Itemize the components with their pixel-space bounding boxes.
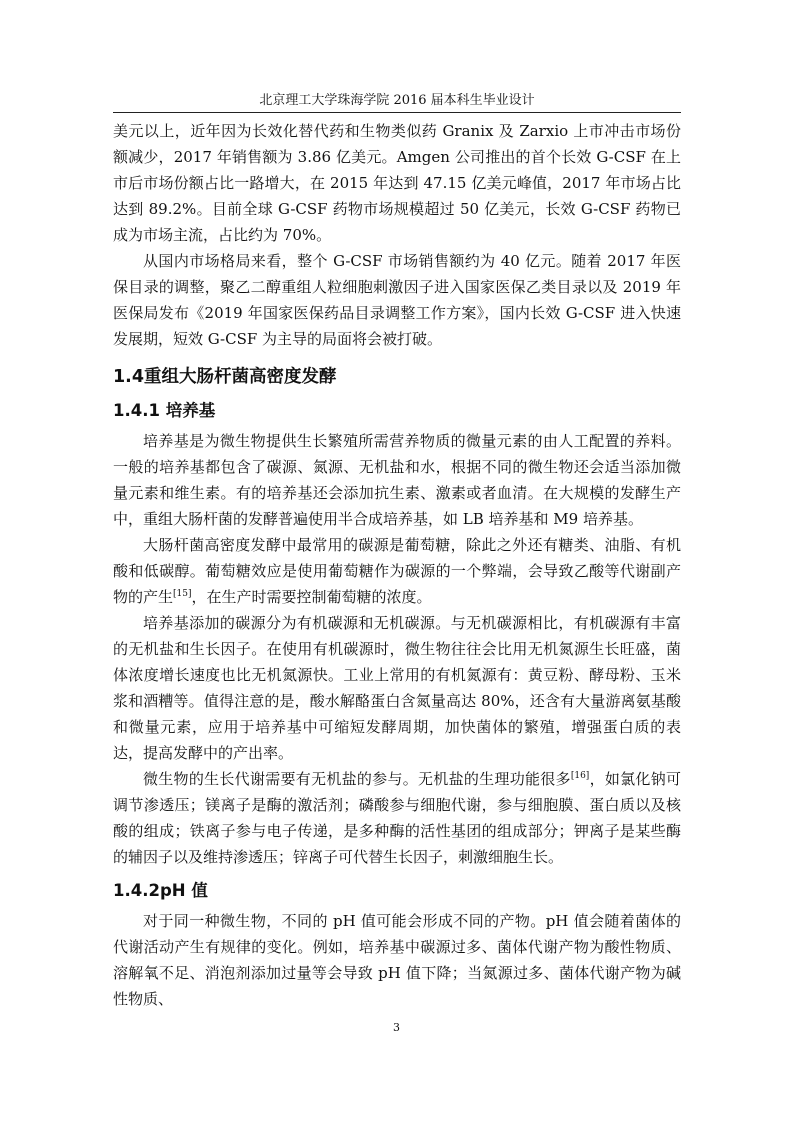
paragraph-ph: 对于同一种微生物，不同的 pH 值可能会形成不同的产物。pH 值会随着菌体的代谢活动产生有规律的变化。例如，培养基中碳源过多、菌体代谢产物为酸性物质、溶解氧不足、消泡剂添加过量等会导致 pH 值下降；当氮源过多、菌体代谢产物为碱性物质、 — [113, 912, 681, 1008]
paragraph-market-domestic: 从国内市场格局来看，整个 G-CSF 市场销售额约为 40 亿元。随着 2017 年医保目录的调整，聚乙二醇重组人粒细胞刺激因子进入国家医保乙类目录以及 2019 年医保局发布《2019 年国家医保药品目录调整工作方案》，国内长效 G-CSF 进入快速发展期，短效 G-CSF 为主导的局面将会被打破。 — [113, 252, 681, 348]
paragraph-text: 微生物的生长代谢需要有无机盐的参与。无机盐的生理功能很多 — [143, 770, 571, 788]
paragraph-inorganic-salts — [113, 766, 681, 870]
header-rule — [113, 112, 681, 113]
paragraph-text: ，在生产时需要控制葡萄糖的浓度。 — [191, 588, 432, 606]
citation-15: [15] — [173, 589, 192, 599]
citation-16: [16] — [570, 771, 590, 781]
page-number: 3 — [393, 1021, 400, 1034]
paragraph-text: 大肠杆菌高密度发酵中最常用的碳源是葡萄糖，除此之外还有糖类、油脂、有机酸和低碳醇。葡萄糖效应是使用葡萄糖作为碳源的一个弊端，会导致乙酸等代谢副产物的产生 — [113, 536, 681, 606]
paragraph-market-global: 美元以上，近年因为长效化替代药和生物类似药 Granix 及 Zarxio 上市冲击市场份额减少，2017 年销售额为 3.86 亿美元。Amgen 公司推出的首个长效 G-CSF 在上市后市场份额占比一路增大，在 2015 年达到 47.15 亿美元峰值，2017 年市场占比达到 89.2%。目前全球 G-CSF 药物市场规模超过 50 亿美元，长效 G-CSF 药物已成为市场主流，占比约为 70%。 — [113, 122, 681, 244]
paragraph-organic-sources: 培养基添加的碳源分为有机碳源和无机碳源。与无机碳源相比，有机碳源有丰富的无机盐和生长因子。在使用有机碳源时，微生物往往会比用无机氮源生长旺盛，菌体浓度增长速度也比无机氮源快。工业上常用的有机氮源有：黄豆粉、酵母粉、玉米浆和酒糟等。值得注意的是，酸水解酪蛋白含氮量高达 80%，还含有大量游离氨基酸和微量元素，应用于培养基中可缩短发酵周期，加快菌体的繁殖，增强蛋白质的表达，提高发酵中的产出率。 — [113, 614, 681, 762]
paragraph-text: ，如氯化钠可调节渗透压；镁离子是酶的激活剂；磷酸参与细胞代谢，参与细胞膜、蛋白质以及核酸的组成；铁离子参与电子传递，是多种酶的活性基团的组成部分；钾离子是某些酶的辅因子以及维持渗透压；锌离子可代替生长因子，刺激细胞生长。 — [113, 770, 681, 866]
running-header: 北京理工大学珠海学院 2016 届本科生毕业设计 — [259, 93, 535, 108]
page-body — [113, 118, 681, 1012]
subsection-heading-1-4-2: 1.4.2pH 值 — [113, 881, 208, 900]
subsection-heading-1-4-1: 1.4.1 培养基 — [113, 401, 216, 420]
section-heading-1-4: 1.4重组大肠杆菌高密度发酵 — [113, 367, 337, 387]
paragraph-carbon-source — [113, 532, 681, 610]
paragraph-medium-intro: 培养基是为微生物提供生长繁殖所需营养物质的微量元素的由人工配置的养料。一般的培养基都包含了碳源、氮源、无机盐和水，根据不同的微生物还会适当添加微量元素和维生素。有的培养基还会添加抗生素、激素或者血清。在大规模的发酵生产中，重组大肠杆菌的发酵普遍使用半合成培养基，如 LB 培养基和 M9 培养基。 — [113, 432, 681, 528]
